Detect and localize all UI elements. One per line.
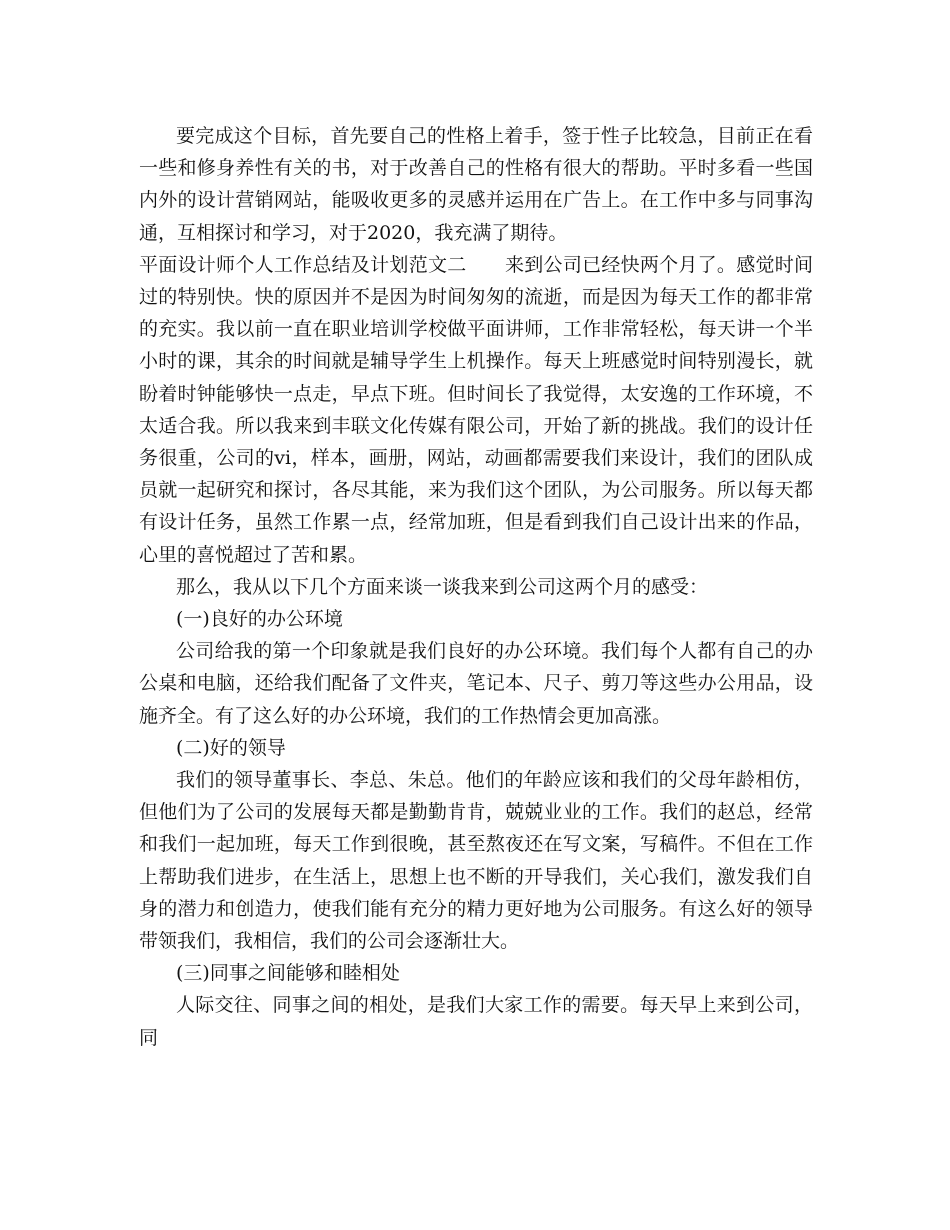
paragraph-colleagues: 人际交往、同事之间的相处，是我们大家工作的需要。每天早上来到公司，同	[139, 994, 813, 1049]
heading-colleagues: (三)同事之间能够和睦相处	[176, 962, 400, 985]
paragraph-intro-aspects: 那么，我从以下几个方面来谈一谈我来到公司这两个月的感受：	[176, 575, 709, 598]
paragraph-good-leaders: 我们的领导董事长、李总、朱总。他们的年龄应该和我们的父母年龄相仿，但他们为了公司的发展每天都是勤勤肯肯，兢兢业业的工作。我们的赵总，经常和我们一起加班，每天工作到很晚，甚至熬夜还在写文案，写稿件。不但在工作上帮助我们进步，在生活上，思想上也不断的开导我们，关心我们，激发我们自身的潜力和创造力，使我们能有充分的精力更好地为公司服务。有这么好的领导带领我们，我相信，我们的公司会逐渐壮大。	[139, 769, 813, 953]
heading-office-environment: (一)良好的办公环境	[176, 608, 343, 631]
paragraph-sample-two: 平面设计师个人工作总结及计划范文二 来到公司已经快两个月了。感觉时间过的特别快。快的原因并不是因为时间匆匆的流逝，而是因为每天工作的都非常的充实。我以前一直在职业培训学校做平面讲师，工作非常轻松，每天讲一个半小时的课，其余的时间就是辅导学生上机操作。每天上班感觉时间特别漫长，就盼着时钟能够快一点走，早点下班。但时间长了我觉得，太安逸的工作环境，不太适合我。所以我来到丰联文化传媒有限公司，开始了新的挑战。我们的设计任务很重，公司的vi，样本，画册，网站，动画都需要我们来设计，我们的团队成员就一起研究和探讨，各尽其能，来为我们这个团队，为公司服务。所以每天都有设计任务，虽然工作累一点，经常加班，但是看到我们自己设计出来的作品，心里的喜悦超过了苦和累。	[139, 253, 813, 566]
document-body	[139, 120, 813, 1054]
heading-good-leaders: (二)好的领导	[176, 736, 286, 759]
paragraph-goal: 要完成这个目标，首先要自己的性格上着手，签于性子比较急，目前正在看一些和修身养性有关的书，对于改善自己的性格有很大的帮助。平时多看一些国内外的设计营销网站，能吸收更多的灵感并运用在广告上。在工作中多与同事沟通，互相探讨和学习，对于2020，我充满了期待。	[139, 125, 813, 244]
paragraph-office-environment: 公司给我的第一个印象就是我们良好的办公环境。我们每个人都有自己的办公桌和电脑，还给我们配备了文件夹，笔记本、尺子、剪刀等这些办公用品，设施齐全。有了这么好的办公环境，我们的工作热情会更加高涨。	[139, 640, 813, 727]
